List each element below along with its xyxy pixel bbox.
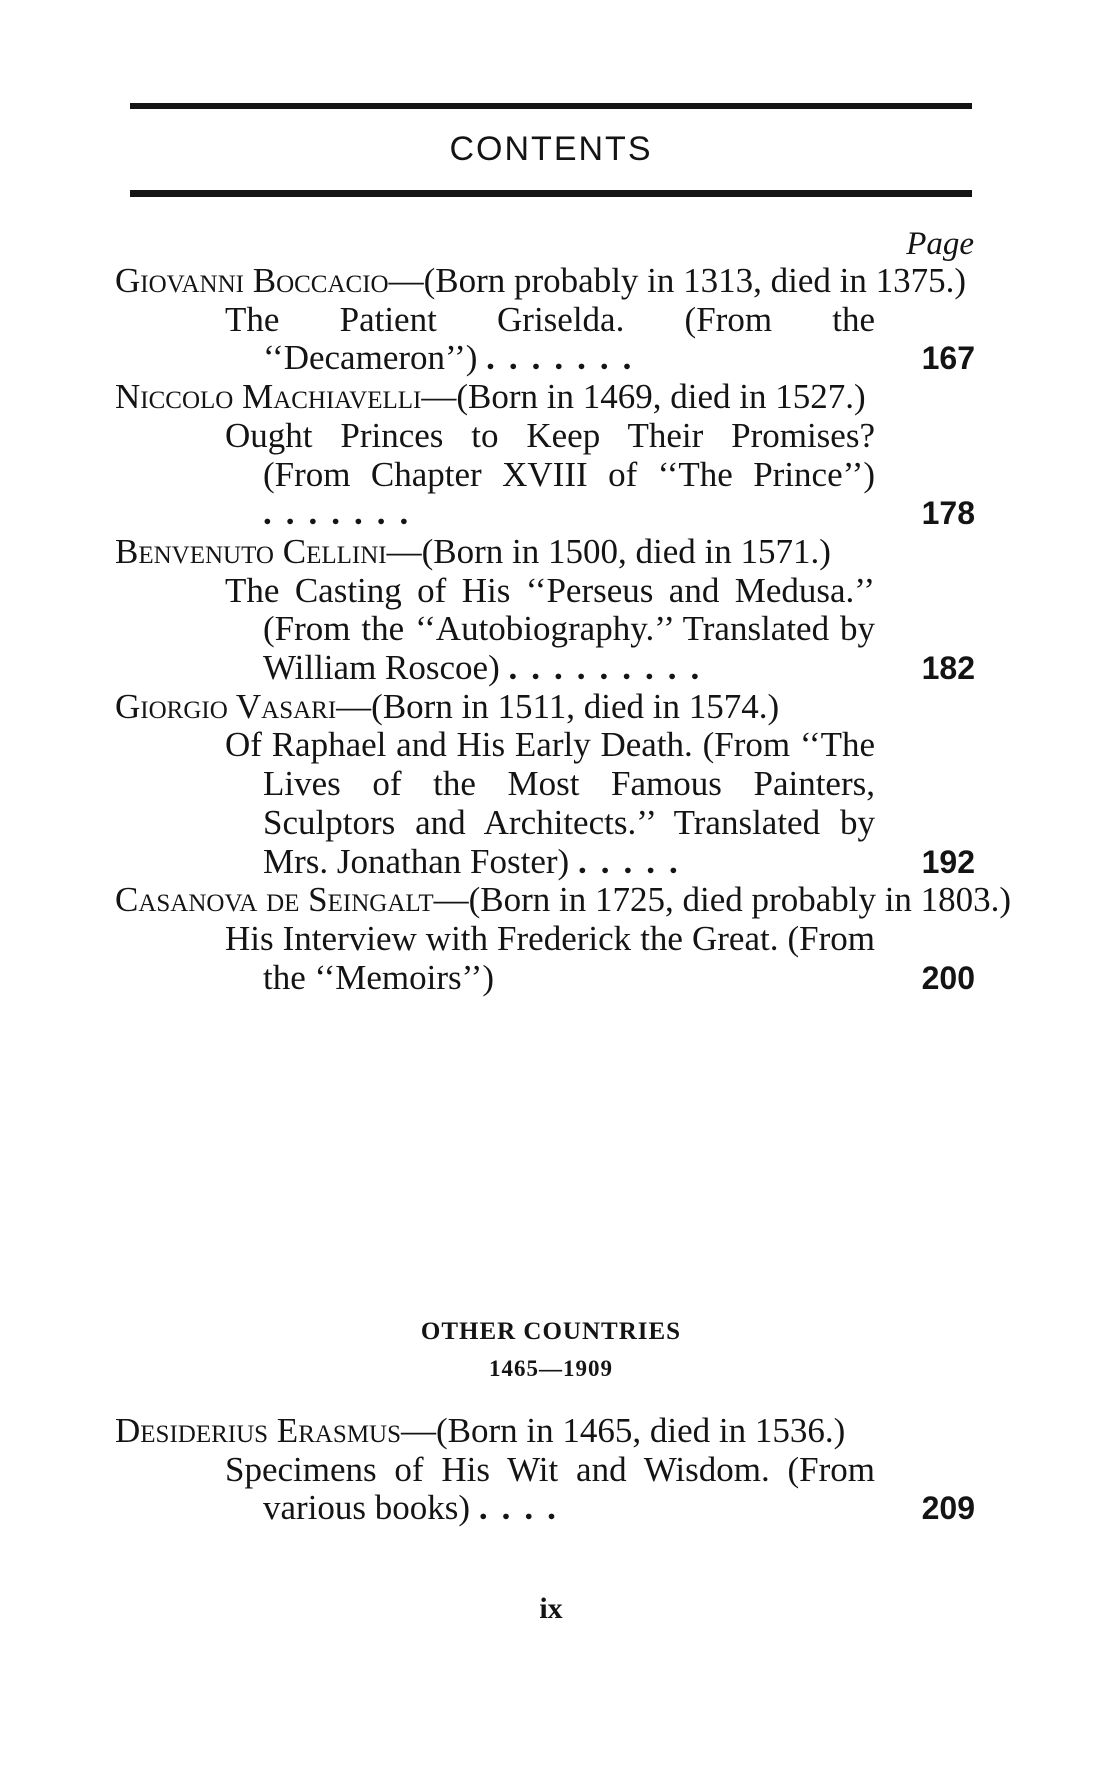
toc-author-entry xyxy=(115,1412,1025,1451)
author-name: Benvenuto Cellini xyxy=(115,531,387,571)
page-number: 200 xyxy=(921,959,975,996)
section-years: 1465—1909 xyxy=(489,1356,613,1381)
toc-work-entry xyxy=(115,415,975,533)
author-dates: —(Born in 1469, died in 1527.) xyxy=(421,377,866,417)
leader-dots: ......... xyxy=(508,648,714,688)
author-dates: —(Born probably in 1313, died in 1375.) xyxy=(388,261,967,300)
author-name: Giovanni Boccacio xyxy=(115,261,389,300)
toc-work-entry xyxy=(115,725,975,881)
page-number: 192 xyxy=(921,843,975,880)
author-dates: —(Born in 1511, died in 1574.) xyxy=(336,686,780,726)
page-folio: ix xyxy=(539,1592,563,1625)
toc-work-entry xyxy=(115,299,975,378)
toc-author-entry xyxy=(115,688,1025,727)
toc-work-entry xyxy=(115,570,975,688)
contents-heading: CONTENTS xyxy=(449,130,653,168)
leader-dots: .... xyxy=(478,1488,570,1528)
toc-work-entry xyxy=(115,1449,975,1528)
toc-entries xyxy=(115,261,1012,997)
toc-work-entry xyxy=(115,918,975,997)
page-number: 182 xyxy=(921,650,975,687)
work-title: Specimens of His Wit and Wisdom. (From various books) xyxy=(225,1449,875,1528)
author-name: Giorgio Vasari xyxy=(115,686,337,726)
page-column-label: Page xyxy=(906,226,974,262)
section-title: OTHER COUNTRIES xyxy=(420,1318,682,1345)
heading-rule xyxy=(130,190,972,197)
author-name: Casanova de Seingalt xyxy=(115,880,434,920)
author-name: Desiderius Erasmus xyxy=(115,1411,402,1450)
work-title: The Casting of His ‘‘Perseus and Medusa.’’ (From the ‘‘Autobiography.’’ Translated by William Roscoe) xyxy=(225,570,875,688)
work-title: The Patient Griselda. (From the ‘‘Decameron’’) xyxy=(225,299,875,378)
toc-author-entry xyxy=(115,262,1025,301)
toc-entries-other-countries xyxy=(115,1412,975,1528)
author-dates: —(Born in 1465, died in 1536.) xyxy=(401,1411,846,1450)
top-rule xyxy=(130,103,972,109)
author-name: Niccolo Machiavelli xyxy=(115,377,422,417)
author-dates: —(Born in 1725, died probably in 1803.) xyxy=(433,880,1012,920)
work-title: His Interview with Frederick the Great. (From the ‘‘Memoirs’’) xyxy=(225,918,875,997)
page-number: 178 xyxy=(921,495,975,532)
leader-dots: ....... xyxy=(486,338,646,378)
toc-author-entry xyxy=(115,881,1025,920)
leader-dots: ....... xyxy=(263,493,423,533)
page-number: 209 xyxy=(921,1490,975,1527)
toc-author-entry xyxy=(115,533,1025,572)
work-title: Of Raphael and His Early Death. (From ‘‘The Lives of the Most Famous Painters, Sculptors and Architects.’’ Translated by Mrs. Jonathan Foster) xyxy=(225,725,875,881)
toc-author-entry xyxy=(115,378,1025,417)
page-number: 167 xyxy=(921,340,975,377)
leader-dots: ..... xyxy=(577,841,692,881)
author-dates: —(Born in 1500, died in 1571.) xyxy=(386,531,831,571)
work-title: Ought Princes to Keep Their Promises? (From Chapter XVIII of ‘‘The Prince’’) xyxy=(225,415,875,494)
